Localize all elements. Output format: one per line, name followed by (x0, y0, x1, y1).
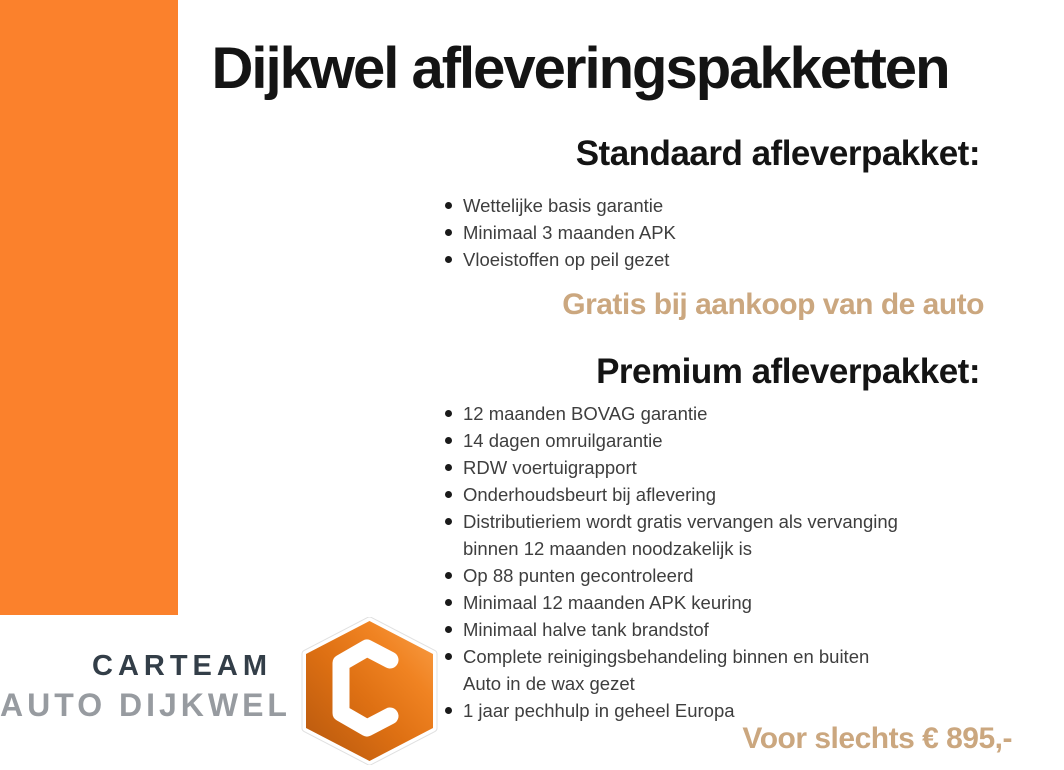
carteam-hexagon-logo (301, 617, 438, 765)
standard-package-list (444, 192, 676, 273)
list-item: Vloeistoffen op peil gezet (444, 246, 676, 273)
list-item: Minimaal 12 maanden APK keuring (444, 589, 898, 616)
list-item: Minimaal halve tank brandstof (444, 616, 898, 643)
list-item: Onderhoudsbeurt bij aflevering (444, 481, 898, 508)
premium-package-list (444, 400, 898, 724)
list-item: 12 maanden BOVAG garantie (444, 400, 898, 427)
list-item: 1 jaar pechhulp in geheel Europa (444, 697, 898, 724)
list-item: Complete reinigingsbehandeling binnen en buiten (444, 643, 898, 670)
free-with-purchase-note: Gratis bij aankoop van de auto (562, 288, 984, 321)
list-item: Wettelijke basis garantie (444, 192, 676, 219)
carteam-logo-icon (301, 617, 438, 765)
brand-name-carteam: CARTEAM (92, 650, 272, 682)
list-item: Op 88 punten gecontroleerd (444, 562, 898, 589)
standard-package-heading: Standaard afleverpakket: (575, 134, 980, 173)
price-note: Voor slechts € 895,- (742, 722, 1012, 755)
list-item: Distributieriem wordt gratis vervangen als vervanging (444, 508, 898, 535)
brand-name-auto-dijkwel: AUTO DIJKWEL (0, 687, 291, 723)
list-item-continuation: binnen 12 maanden noodzakelijk is (463, 538, 753, 559)
list-item: 14 dagen omruilgarantie (444, 427, 898, 454)
premium-package-heading: Premium afleverpakket: (596, 352, 980, 391)
page-title: Dijkwel afleveringspakketten (211, 36, 949, 101)
list-item: RDW voertuigrapport (444, 454, 898, 481)
list-item: Minimaal 3 maanden APK (444, 219, 676, 246)
list-item-continuation: Auto in de wax gezet (463, 673, 635, 694)
